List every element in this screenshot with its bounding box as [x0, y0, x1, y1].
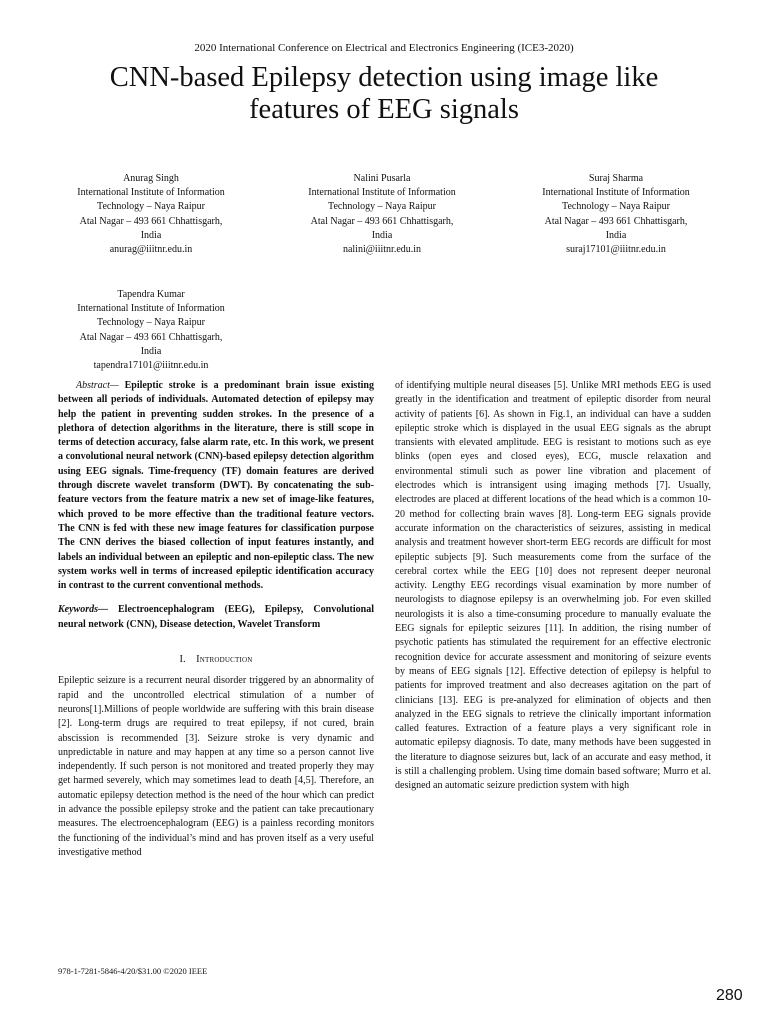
title-line-2: features of EEG signals [249, 94, 519, 125]
author-name: Tapendra Kumar [117, 289, 185, 300]
author-email: suraj17101@iiitnr.edu.in [566, 244, 666, 256]
abstract [58, 379, 374, 593]
section-heading-introduction [58, 653, 374, 667]
author-block-3 [506, 172, 726, 257]
paper-title [40, 62, 728, 126]
author-affiliation: Atal Nagar – 493 661 Chhattisgarh, [544, 215, 688, 227]
author-affiliation: International Institute of Information [542, 187, 690, 199]
author-affiliation: International Institute of Information [308, 187, 456, 199]
abstract-label: Abstract— [76, 380, 119, 391]
author-affiliation: International Institute of Information [77, 187, 225, 199]
author-affiliation: India [140, 229, 162, 241]
author-affiliation: Atal Nagar – 493 661 Chhattisgarh, [310, 215, 454, 227]
author-email: anurag@iiitnr.edu.in [109, 244, 193, 256]
author-affiliation: Atal Nagar – 493 661 Chhattisgarh, [79, 331, 223, 343]
author-email: tapendra17101@iiitnr.edu.in [93, 360, 209, 372]
abstract-text: Epileptic stroke is a predominant brain issue existing between all periods of individuals. Automated detection of epilepsy may help the patient in preventing sudden strokes. In the presence of a plethora of detection algorithms in the literature, there is still scope in terms of detection accuracy, false alarm rate, etc. In this work, we present a convolutional neural network (CNN)-based epilepsy detection algorithm using EEG signals. Time-frequency (TF) domain features are derived through discrete wavelet transform (DWT). By concatenating the sub-feature vectors from the feature matrix a new set of image-like features, which proved to be more effective than the traditional feature vectors. The CNN is fed with these new image features for classification purpose The CNN derives the biased collection of input features instantly, and labels an individual between an epileptic and non-epileptic class. The new system works well in terms of increased epileptic identification accuracy in contrast to the current conventional methods. [58, 380, 374, 592]
author-affiliation: India [605, 229, 627, 241]
author-affiliation: Technology – Naya Raipur [562, 201, 670, 213]
keywords-text: Electroencephalogram (EEG), Epilepsy, Convolutional neural network (CNN), Disease detection, Wavelet Transform [58, 604, 374, 630]
author-name: Nalini Pusarla [353, 173, 411, 184]
keywords [58, 603, 374, 632]
author-affiliation: Atal Nagar – 493 661 Chhattisgarh, [79, 215, 223, 227]
author-affiliation: Technology – Naya Raipur [328, 201, 436, 213]
section-number: I. [179, 654, 186, 666]
intro-paragraph-right: of identifying multiple neural diseases [5]. Unlike MRI methods EEG is used greatly in the identification and treatment of epileptic disorder from neural activity of patients [6]. As shown in Fig.1, an individual can have a sudden epileptic stroke which is displayed in the usual EEG signals as the abrupt transients with elevated amplitude. EEG is resistant to motions such as eye blinks (open eyes and closed eyes), ECG, muscle relaxation and environmental stimuli such as power line vibration and placement of electrodes which is intransigent using imaging methods [7]. Usually, electrodes are placed at different locations of the head which is a common 10-20 method for collecting brain waves [8]. Long-term EEG signals provide accurate information on the characteristics of seizures, assisting in medical analysis and treatment however short-term EEG records are difficult for most epileptic subjects [9]. Such measurements come from the surface of the cerebral cortex while the EEG [10] does not represent deeper neuronal activity. Lengthy EEG recordings visual examination by more number of neurologists to diagnose epilepsy is an overwhelming job. For even skilled neurologists it is also a time-consuming procedure to manually evaluate the EEG signals for epileptic seizures [11]. In addition, the rising number of psychotic patients has stimulated the requirement for an effective electronic recognition device for accurate assessment and monitoring of seizure events by means of EEG signals [12]. Effective detection of epilepsy is helpful to patients for improved treatment and also decreases agitation on the part of clinicians [13]. EEG is pre-analyzed for elimination of objects and then analyzed in the EEG signals to retrieve the clinically important information called features. Extraction of a feature plays a very significant role in automatic epilepsy diagnosis. To date, many methods have been suggested in the literature to diagnose seizures but, lack of an accurate and easy method, it is still a challenging problem. Using time domain based software; Murro et al. designed an automatic seizure prediction system with high [395, 380, 711, 792]
author-email: nalini@iiitnr.edu.in [342, 244, 422, 256]
author-block-2 [272, 172, 492, 257]
section-title: Introduction [196, 654, 253, 666]
author-affiliation: Technology – Naya Raipur [97, 317, 205, 329]
author-name: Suraj Sharma [588, 173, 644, 184]
copyright-footer: 978-1-7281-5846-4/20/$31.00 ©2020 IEEE [58, 966, 208, 976]
author-affiliation: India [140, 345, 162, 357]
author-block-4 [41, 288, 261, 373]
page-number: 280 [716, 987, 743, 1004]
right-column [395, 379, 711, 794]
author-affiliation: India [371, 229, 393, 241]
author-name: Anurag Singh [123, 173, 179, 184]
title-line-1: CNN-based Epilepsy detection using image like [109, 62, 659, 93]
author-affiliation: Technology – Naya Raipur [97, 201, 205, 213]
author-block-1 [41, 172, 261, 257]
conference-header: 2020 International Conference on Electrical and Electronics Engineering (ICE3-2020) [194, 42, 574, 54]
intro-paragraph-left: Epileptic seizure is a recurrent neural disorder triggered by an abnormality of rapid and the uncontrolled electrical stimulation of a number of neurons[1].Millions of people worldwide are suffering with this brain disease [2]. Long-term drugs are required to treat epilepsy, if not cured, brain abscission is recommended [3]. Seizure stroke is very dynamic and unpredictable in nature and may happen at any time so a person cannot live independently. If such person is not monitored and treated properly they may get harmed severely, which may sometimes lead to death [4,5]. Therefore, an automatic epilepsy detection method is the need of the hour which can predict in advance the possible epilepsy stroke and the patient can take precautionary measures. The electroencephalogram (EEG) is a painless recording monitors the functioning of the individual’s mind and has proven itself as a very useful investigative method [58, 675, 374, 858]
author-affiliation: International Institute of Information [77, 303, 225, 315]
keywords-label: Keywords— [58, 604, 108, 616]
left-column [58, 379, 374, 860]
